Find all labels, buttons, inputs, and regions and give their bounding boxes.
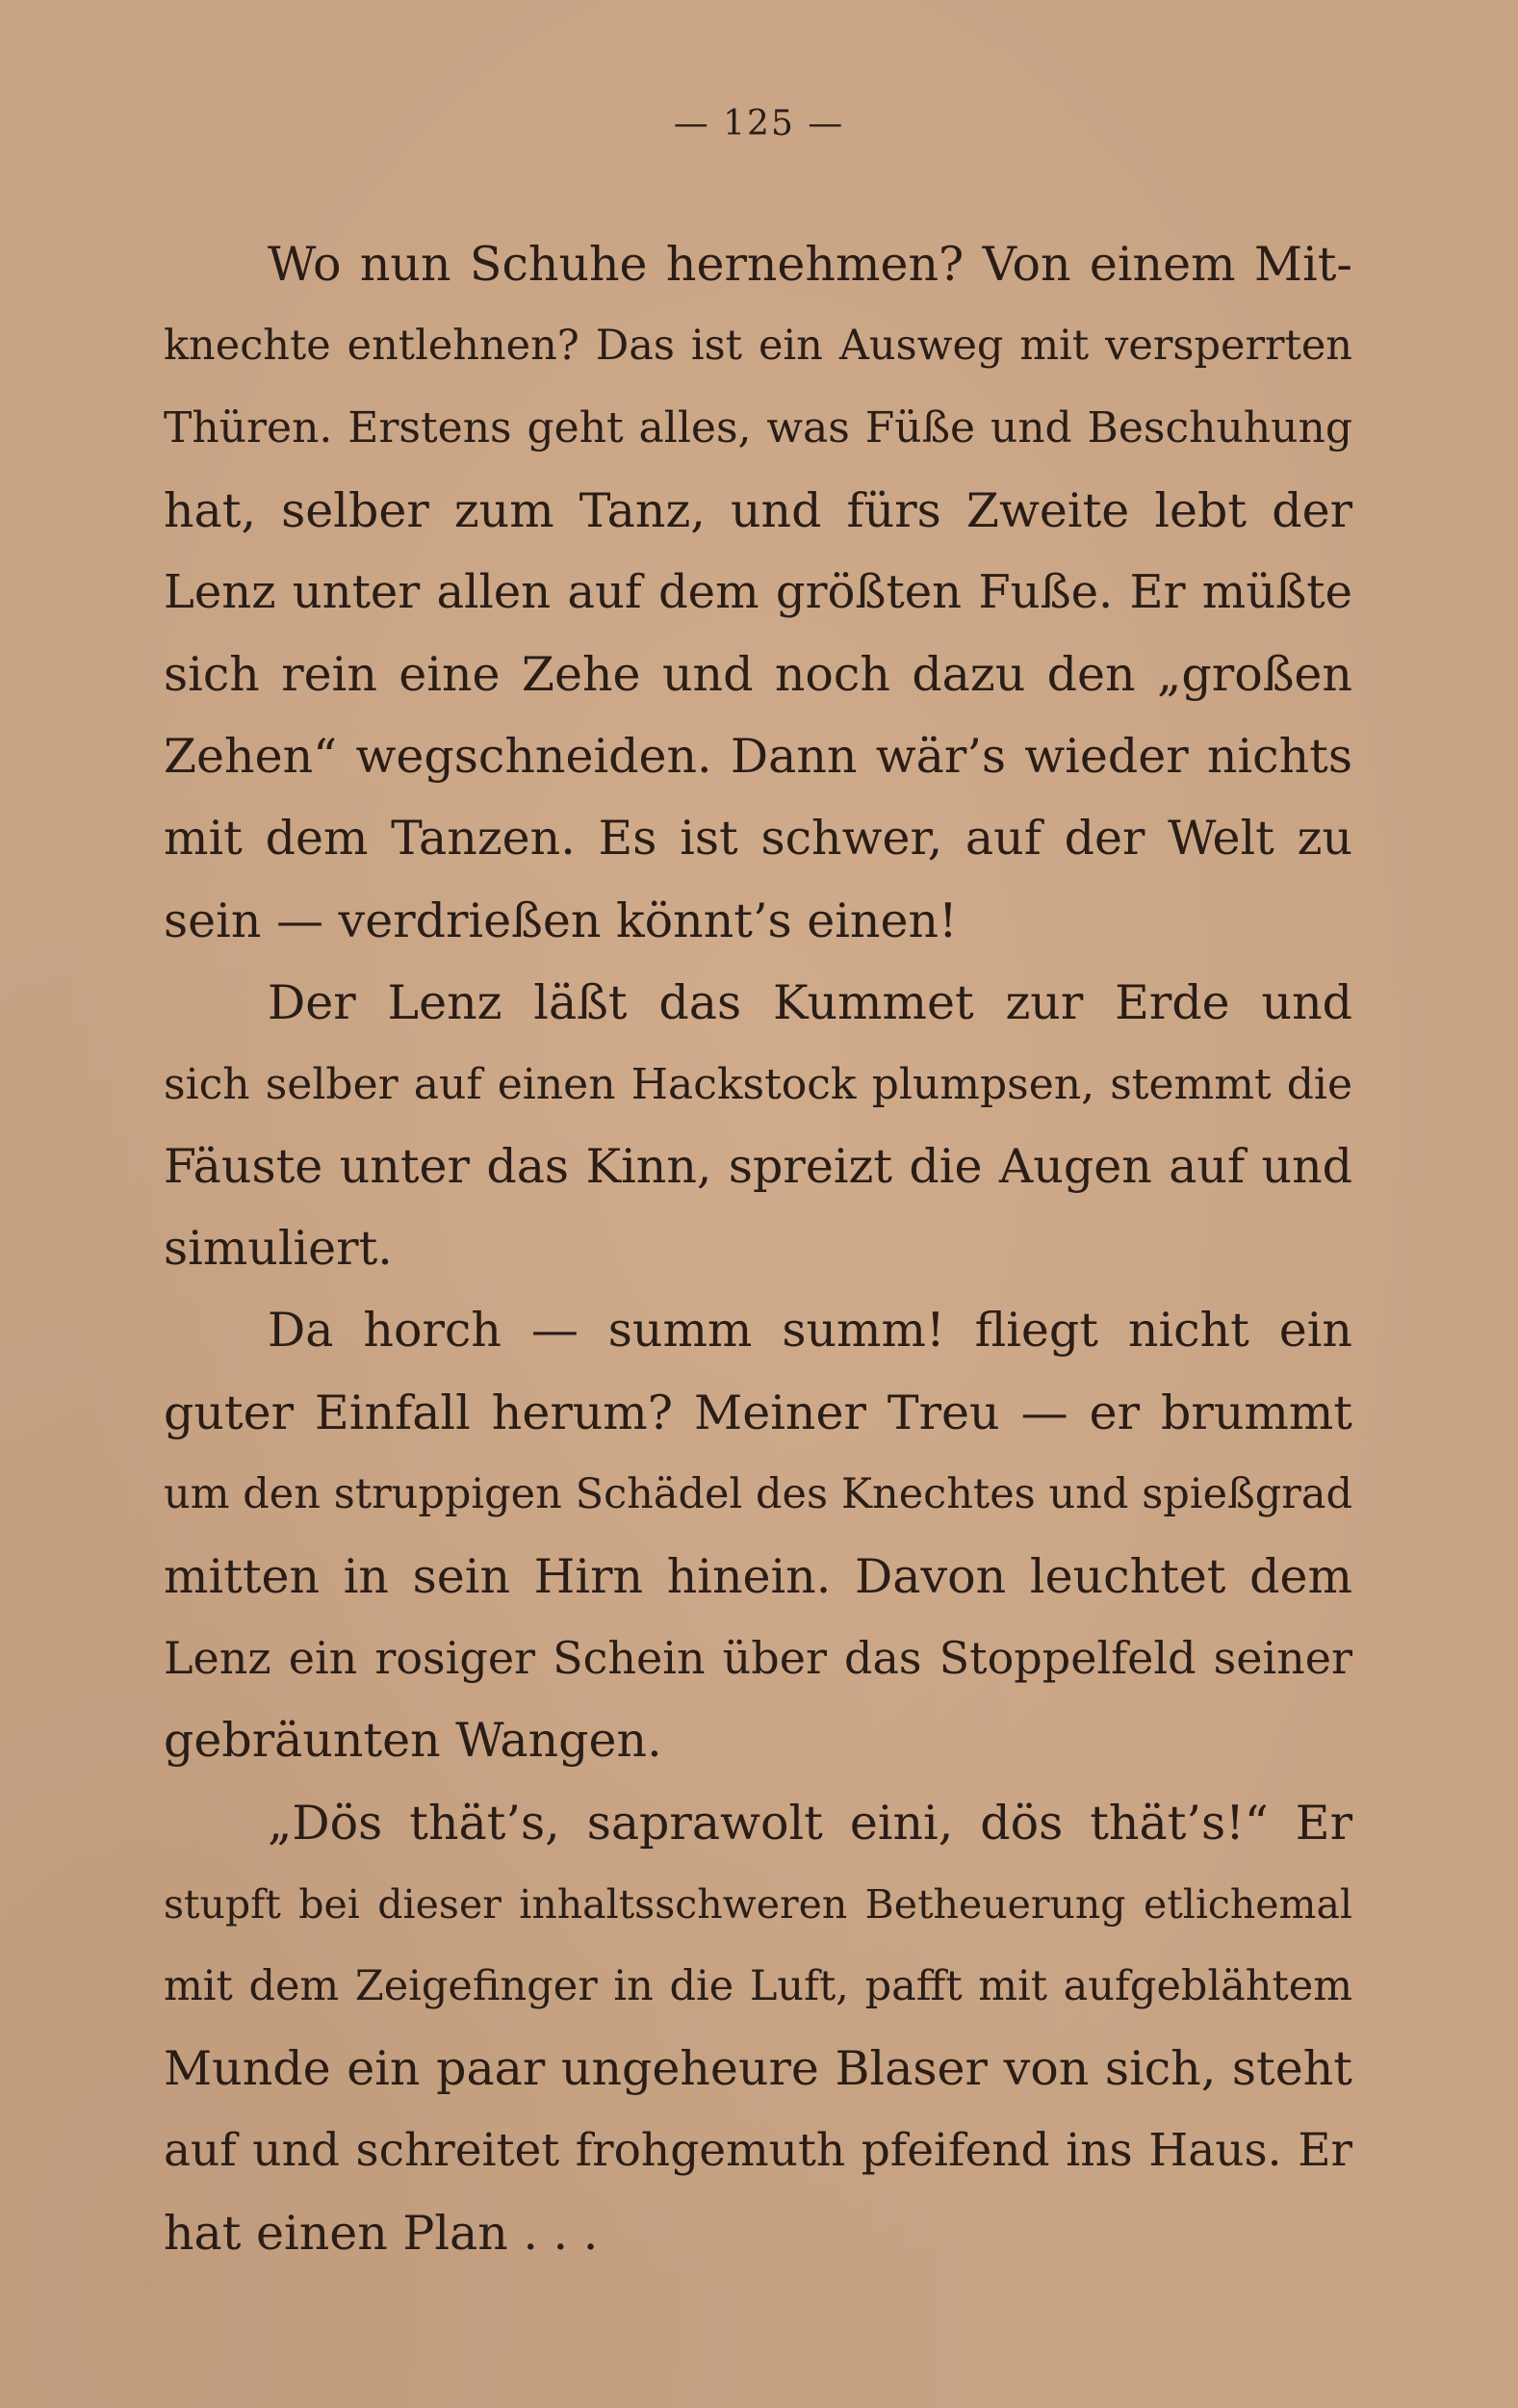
text-line: guter Einfall herum? Meiner Treu — er brummt xyxy=(164,1385,1352,1440)
text-line: Fäuste unter das Kinn, spreizt die Augen auf und xyxy=(164,1139,1352,1195)
text-line: mit dem Zeigefinger in die Luft, pafft mit aufgeblähtem xyxy=(164,1961,1352,2010)
text-line: Wo nun Schuhe hernehmen? Von einem Mit- xyxy=(268,237,1352,292)
body-text xyxy=(164,223,1352,2274)
text-line: sich selber auf einen Hackstock plumpsen, stemmt die xyxy=(164,1059,1352,1109)
text-line: Da horch — summ summ! fliegt nicht ein xyxy=(268,1303,1352,1359)
text-line: um den struppigen Schädel des Knechtes und spießgrad xyxy=(164,1469,1352,1518)
text-line: Munde ein paar ungeheure Blaser von sich, steht xyxy=(164,2041,1352,2097)
text-line: auf und schreitet frohgemuth pfeifend ins Haus. Er xyxy=(164,2124,1352,2178)
text-line: simuliert. xyxy=(164,1221,393,1277)
page-number: — 125 — xyxy=(673,104,845,143)
text-line: Thüren. Erstens geht alles, was Füße und Beschuhung xyxy=(164,403,1352,453)
text-line: hat einen Plan . . . xyxy=(164,2205,599,2261)
text-line: „Dös thät’s, saprawolt eini, dös thät’s!“ Er xyxy=(268,1795,1352,1851)
text-line: mitten in sein Hirn hinein. Davon leuchtet dem xyxy=(164,1549,1352,1604)
text-line: Lenz ein rosiger Schein über das Stoppelfeld seiner xyxy=(164,1632,1352,1685)
text-line: gebräunten Wangen. xyxy=(164,1713,662,1769)
text-line: Lenz unter allen auf dem größten Fuße. Er müßte xyxy=(164,564,1352,619)
text-line: mit dem Tanzen. Es ist schwer, auf der Welt zu xyxy=(164,811,1352,867)
text-line: sein — verdrießen könnt’s einen! xyxy=(164,893,958,948)
text-line: stupft bei dieser inhaltsschweren Betheuerung etlichemal xyxy=(164,1880,1352,1928)
text-line: Der Lenz läßt das Kummet zur Erde und xyxy=(268,974,1352,1030)
text-line: sich rein eine Zehe und noch dazu den „großen xyxy=(164,646,1352,702)
text-line: knechte entlehnen? Das ist ein Ausweg mit versperrten xyxy=(164,322,1352,371)
text-line: Zehen“ wegschneiden. Dann wär’s wieder nichts xyxy=(164,729,1352,785)
text-line: hat, selber zum Tanz, und fürs Zweite lebt der xyxy=(164,482,1352,538)
